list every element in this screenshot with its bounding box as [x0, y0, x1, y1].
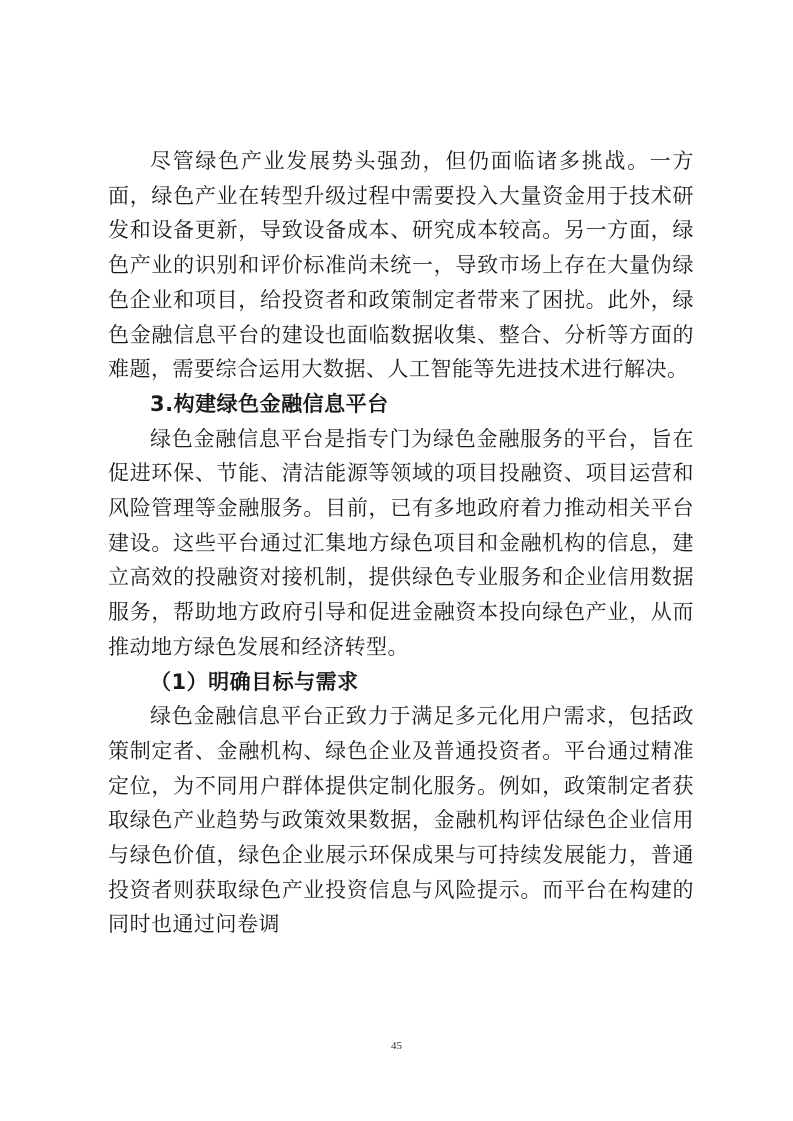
subsection-heading: （1）明确目标与需求: [150, 669, 359, 694]
document-body: [108, 144, 694, 942]
section-heading: 3.构建绿色金融信息平台: [150, 391, 389, 416]
paragraph-user-needs: 绿色金融信息平台正致力于满足多元化用户需求，包括政策制定者、金融机构、绿色企业及普通投资者。平台通过精准定位，为不同用户群体提供定制化服务。例如，政策制定者获取绿色产业趋势与政策效果数据，金融机构评估绿色企业信用与绿色价值，绿色企业展示环保成果与可持续发展能力，普通投资者则获取绿色产业投资信息与风险提示。而平台在构建的同时也通过问卷调: [108, 704, 694, 937]
paragraph-platform-definition: 绿色金融信息平台是指专门为绿色金融服务的平台，旨在促进环保、节能、清洁能源等领域的项目投融资、项目运营和风险管理等金融服务。目前，已有多地政府着力推动相关平台建设。这些平台通过汇集地方绿色项目和金融机构的信息，建立高效的投融资对接机制，提供绿色专业服务和企业信用数据服务，帮助地方政府引导和促进金融资本投向绿色产业，从而推动地方绿色发展和经济转型。: [108, 426, 694, 659]
paragraph-challenges: 尽管绿色产业发展势头强劲，但仍面临诸多挑战。一方面，绿色产业在转型升级过程中需要投入大量资金用于技术研发和设备更新，导致设备成本、研究成本较高。另一方面，绿色产业的识别和评价标准尚未统一，导致市场上存在大量伪绿色企业和项目，给投资者和政策制定者带来了困扰。此外，绿色金融信息平台的建设也面临数据收集、整合、分析等方面的难题，需要综合运用大数据、人工智能等先进技术进行解决。: [108, 149, 694, 382]
page-number: 45: [391, 1040, 402, 1052]
